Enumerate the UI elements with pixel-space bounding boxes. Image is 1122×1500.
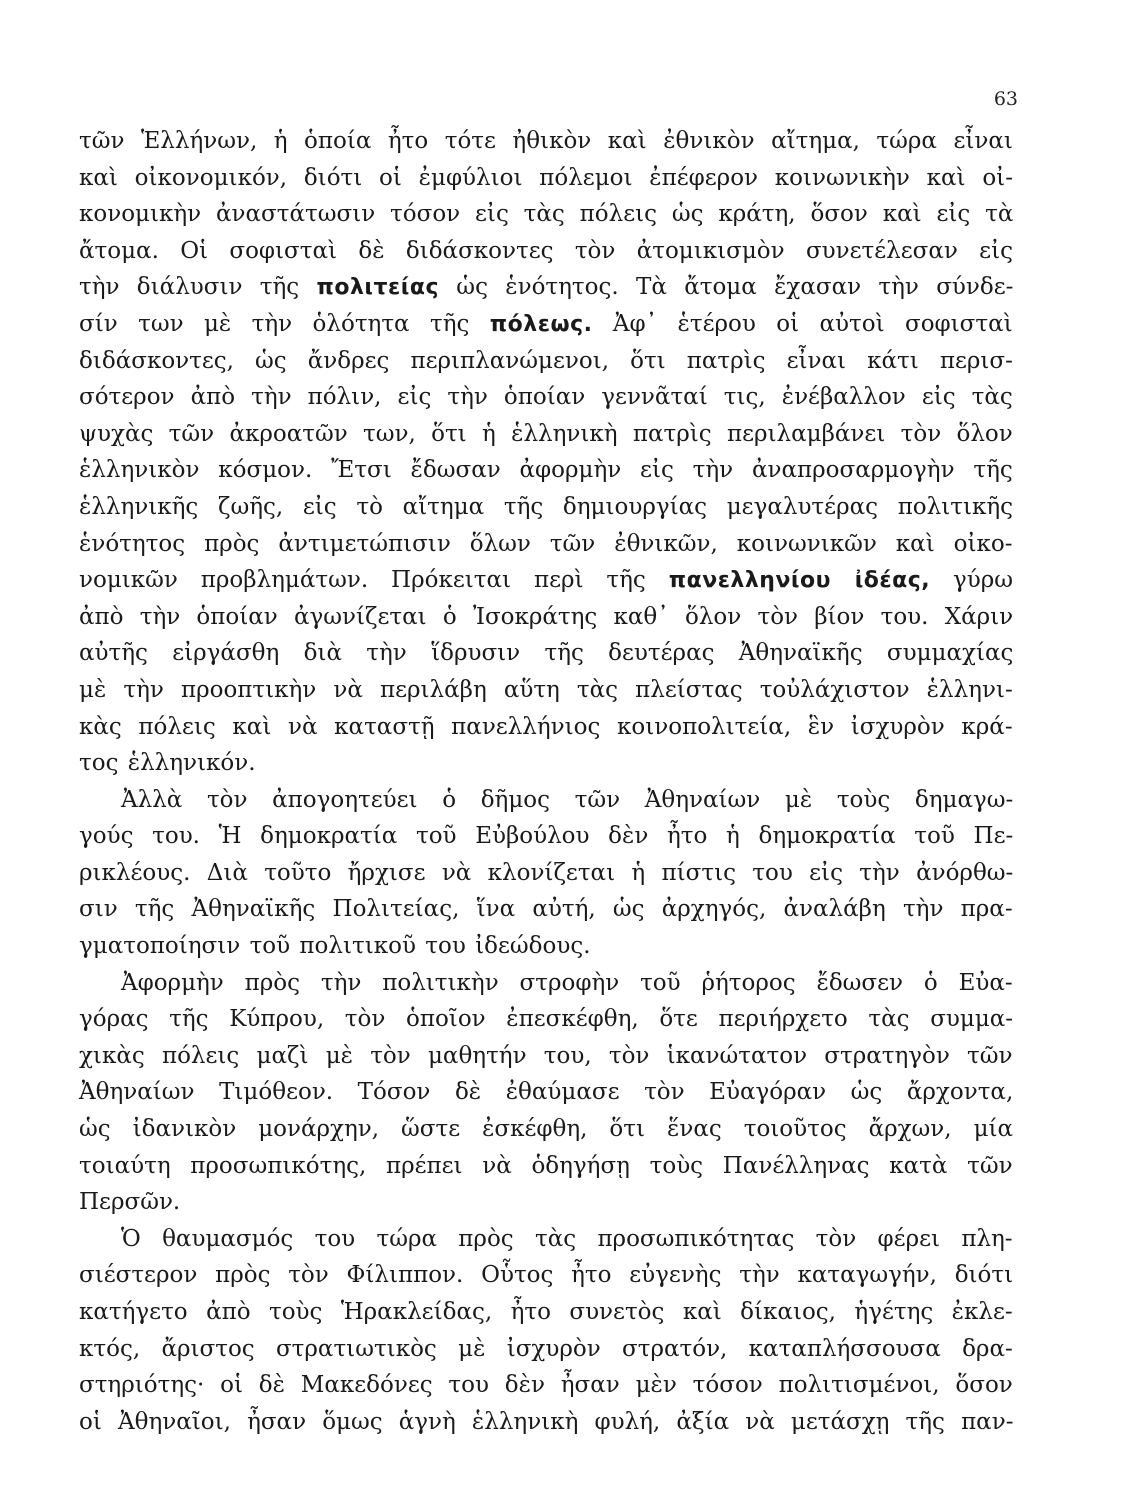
text-line — [79, 891, 1013, 928]
text-line — [79, 562, 1013, 599]
line-text — [79, 269, 1013, 306]
line-segment: νομικῶν προβλημάτων. Πρόκειται περὶ τῆς — [79, 567, 669, 594]
line-text: καὶ οἰκονομικόν, διότι οἱ ἐμφύλιοι πόλεμοι ἐπέφερον κοινωνικὴν καὶ οἰ- — [79, 164, 1013, 191]
line-text: γματοποίησιν τοῦ πολιτικοῦ του ἰδεώδους. — [79, 933, 591, 960]
text-line — [79, 1038, 1013, 1075]
text-line — [79, 672, 1013, 709]
line-text: τος ἑλληνικόν. — [79, 750, 256, 777]
line-text: γούς του. Ἡ δημοκρατία τοῦ Εὐβούλου δὲν ἦτο ἡ δημοκρατία τοῦ Πε- — [79, 823, 1014, 850]
text-line — [79, 1221, 1013, 1258]
text-line — [79, 416, 1013, 453]
line-text: κονομικὴν ἀναστάτωσιν τόσον εἰς τὰς πόλεις ὡς κράτη, ὅσον καὶ εἰς τὰ — [79, 201, 1014, 228]
text-line — [79, 709, 1013, 746]
line-text: ἑλληνικὸν κόσμον. Ἔτσι ἔδωσαν ἀφορμὴν εἰς τὴν ἀναπροσαρμογὴν τῆς — [79, 457, 1013, 484]
emphasis-politeias: πολιτείας — [316, 275, 439, 301]
line-text: Ἀφορμὴν πρὸς τὴν πολιτικὴν στροφὴν τοῦ ῥήτορος ἔδωσεν ὁ Εὐα- — [121, 969, 1013, 996]
line-text: Ἀθηναίων Τιμόθεον. Τόσον δὲ ἐθαύμασε τὸν Εὐαγόραν ὡς ἄρχοντα, — [79, 1079, 1014, 1106]
line-text: κὰς πόλεις καὶ νὰ καταστῇ πανελλήνιος κοινοπολιτεία, ἓν ἰσχυρὸν κρά- — [79, 713, 1013, 740]
line-segment: Ἀφ᾽ ἑτέρου οἱ αὐτοὶ σοφισταὶ — [592, 310, 1013, 337]
line-segment: ὡς ἑνότητος. Τὰ ἄτομα ἔχασαν τὴν σύνδε- — [439, 274, 1014, 301]
text-line — [79, 526, 1013, 563]
body-text — [79, 123, 1013, 1440]
text-line — [79, 855, 1013, 892]
line-text: μὲ τὴν προοπτικὴν νὰ περιλάβη αὕτη τὰς πλείστας τοὐλάχιστον ἑλληνι- — [79, 676, 1013, 703]
text-line — [79, 452, 1013, 489]
text-line — [79, 1184, 1013, 1221]
line-text: Περσῶν. — [79, 1189, 181, 1216]
page-number: 63 — [993, 88, 1018, 110]
line-text: χικὰς πόλεις μαζὶ μὲ τὸν μαθητήν του, τὸν ἱκανώτατον στρατηγὸν τῶν — [79, 1042, 1013, 1069]
line-text: γόρας τῆς Κύπρου, τὸν ὁποῖον ἐπεσκέφθη, ὅτε περιήρχετο τὰς συμμα- — [79, 1006, 1014, 1033]
line-segment: γύρω — [930, 567, 1014, 594]
line-text: ἄτομα. Οἱ σοφισταὶ δὲ διδάσκοντες τὸν ἀτομικισμὸν συνετέλεσαν εἰς — [79, 237, 1013, 264]
text-line — [79, 928, 1013, 965]
line-text: ψυχὰς τῶν ἀκροατῶν των, ὅτι ἡ ἑλληνικὴ πατρὶς περιλαμβάνει τὸν ὅλον — [79, 420, 1013, 447]
text-line — [79, 1074, 1013, 1111]
line-text: διδάσκοντες, ὡς ἄνδρες περιπλανώμενοι, ὅτι πατρὶς εἶναι κάτι περισ- — [79, 347, 1013, 374]
text-line — [79, 489, 1013, 526]
line-text: σότερον ἀπὸ τὴν πόλιν, εἰς τὴν ὁποίαν γεννᾶταί τις, ἐνέβαλλον εἰς τὰς — [79, 384, 1013, 411]
line-text: ὡς ἰδανικὸν μονάρχην, ὥστε ἐσκέφθη, ὅτι ἕνας τοιοῦτος ἄρχων, μία — [79, 1116, 1014, 1143]
line-text — [79, 562, 1013, 599]
text-line — [79, 1331, 1013, 1368]
line-segment: σίν των μὲ τὴν ὁλότητα τῆς — [79, 310, 490, 337]
text-line — [79, 343, 1013, 380]
line-text: κτός, ἄριστος στρατιωτικὸς μὲ ἰσχυρὸν στρατόν, καταπλήσσουσα δρα- — [79, 1335, 1013, 1362]
line-text: ἀπὸ τὴν ὁποίαν ἀγωνίζεται ὁ Ἰσοκράτης καθ᾽ ὅλον τὸν βίον του. Χάριν — [79, 603, 1014, 630]
text-line — [79, 1001, 1013, 1038]
line-text — [79, 306, 1013, 343]
line-text: τῶν Ἑλλήνων, ἡ ὁποία ἦτο τότε ἠθικὸν καὶ ἐθνικὸν αἴτημα, τώρα εἶναι — [79, 128, 1013, 154]
line-text: τοιαύτη προσωπικότης, πρέπει νὰ ὁδηγήσῃ τοὺς Πανέλληνας κατὰ τῶν — [79, 1152, 1013, 1179]
text-line — [79, 306, 1013, 343]
emphasis-panellinios-idea: πανελληνίου ἰδέας, — [668, 568, 931, 594]
line-text: Ἀλλὰ τὸν ἀπογοητεύει ὁ δῆμος τῶν Ἀθηναίων μὲ τοὺς δημαγω- — [121, 786, 1014, 813]
line-text: ρικλέους. Διὰ τοῦτο ἤρχισε νὰ κλονίζεται ἡ πίστις του εἰς τὴν ἀνόρθω- — [79, 859, 1014, 886]
line-text: ἑλληνικῆς ζωῆς, εἰς τὸ αἴτημα τῆς δημιουργίας μεγαλυτέρας πολιτικῆς — [79, 493, 1014, 520]
line-text: οἱ Ἀθηναῖοι, ἦσαν ὅμως ἁγνὴ ἑλληνικὴ φυλή, ἀξία νὰ μετάσχῃ τῆς παν- — [79, 1408, 1014, 1435]
text-line — [79, 1257, 1013, 1294]
text-line — [79, 965, 1013, 1002]
text-line — [79, 269, 1013, 306]
text-line — [79, 1294, 1013, 1331]
text-line — [79, 599, 1013, 636]
line-text: ἑνότητος πρὸς ἀντιμετώπισιν ὅλων τῶν ἐθνικῶν, κοινωνικῶν καὶ οἰκο- — [79, 530, 1013, 557]
text-line — [79, 196, 1013, 233]
text-line — [79, 123, 1013, 160]
text-line — [79, 1111, 1013, 1148]
text-line — [79, 160, 1013, 197]
line-segment: τὴν διάλυσιν τῆς — [79, 274, 317, 301]
text-line — [79, 818, 1013, 855]
text-line — [79, 233, 1013, 270]
text-line — [79, 1404, 1013, 1441]
text-line — [79, 635, 1013, 672]
text-line — [79, 1148, 1013, 1185]
text-line — [79, 745, 1013, 782]
line-text: σιν τῆς Ἀθηναϊκῆς Πολιτείας, ἵνα αὐτή, ὡς ἀρχηγός, ἀναλάβη τὴν πρα- — [79, 896, 1013, 923]
line-text: στηριότης· οἱ δὲ Μακεδόνες του δὲν ἦσαν μὲν τόσον πολιτισμένοι, ὅσον — [79, 1372, 1013, 1399]
line-text: σιέστερον πρὸς τὸν Φίλιππον. Οὗτος ἦτο εὐγενὴς τὴν καταγωγήν, διότι — [79, 1262, 1014, 1289]
line-text: αὐτῆς εἰργάσθη διὰ τὴν ἵδρυσιν τῆς δευτέρας Ἀθηναϊκῆς συμμαχίας — [79, 640, 1014, 667]
text-line — [79, 782, 1013, 819]
line-text: κατήγετο ἀπὸ τοὺς Ἡρακλείδας, ἦτο συνετὸς καὶ δίκαιος, ἡγέτης ἐκλε- — [79, 1299, 1013, 1325]
emphasis-poleos: πόλεως. — [489, 311, 593, 337]
text-line — [79, 379, 1013, 416]
text-line — [79, 1367, 1013, 1404]
line-text: Ὁ θαυμασμός του τώρα πρὸς τὰς προσωπικότητας τὸν φέρει πλη- — [121, 1225, 1013, 1252]
